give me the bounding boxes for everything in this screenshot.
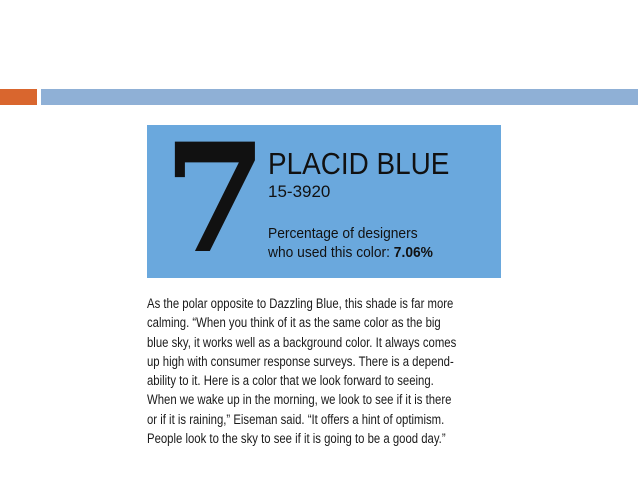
stat-label-line-2 — [268, 244, 433, 262]
accent-bar-blue — [41, 89, 638, 105]
stat-value: 7.06% — [393, 244, 433, 261]
body-line: calming. “When you think of it as the same color as the big — [147, 315, 441, 331]
stat-label-line-1 — [268, 225, 418, 243]
body-paragraph — [147, 294, 547, 448]
stat-label-text-2: who used this color: — [268, 244, 394, 261]
body-line: ability to it. Here is a color that we look forward to seeing. — [147, 373, 434, 389]
body-line: or if it is raining,” Eiseman said. “It offers a hint of optimism. — [147, 411, 445, 427]
body-line: When we wake up in the morning, we look to see if it is there — [147, 392, 452, 408]
color-card — [147, 111, 501, 287]
rank-number: 7 — [163, 111, 268, 287]
body-line: As the polar opposite to Dazzling Blue, this shade is far more — [147, 296, 454, 311]
color-code: 15-3920 — [268, 182, 331, 201]
body-line: blue sky, it works well as a background color. It always comes — [147, 334, 457, 350]
color-name: PLACID BLUE — [268, 146, 450, 181]
accent-bar-orange — [0, 89, 37, 105]
stat-label-text-1: Percentage of designers — [268, 225, 418, 242]
body-line: up high with consumer response surveys. There is a depend- — [147, 353, 454, 369]
body-line: People look to the sky to see if it is going to be a good day.” — [147, 431, 446, 447]
